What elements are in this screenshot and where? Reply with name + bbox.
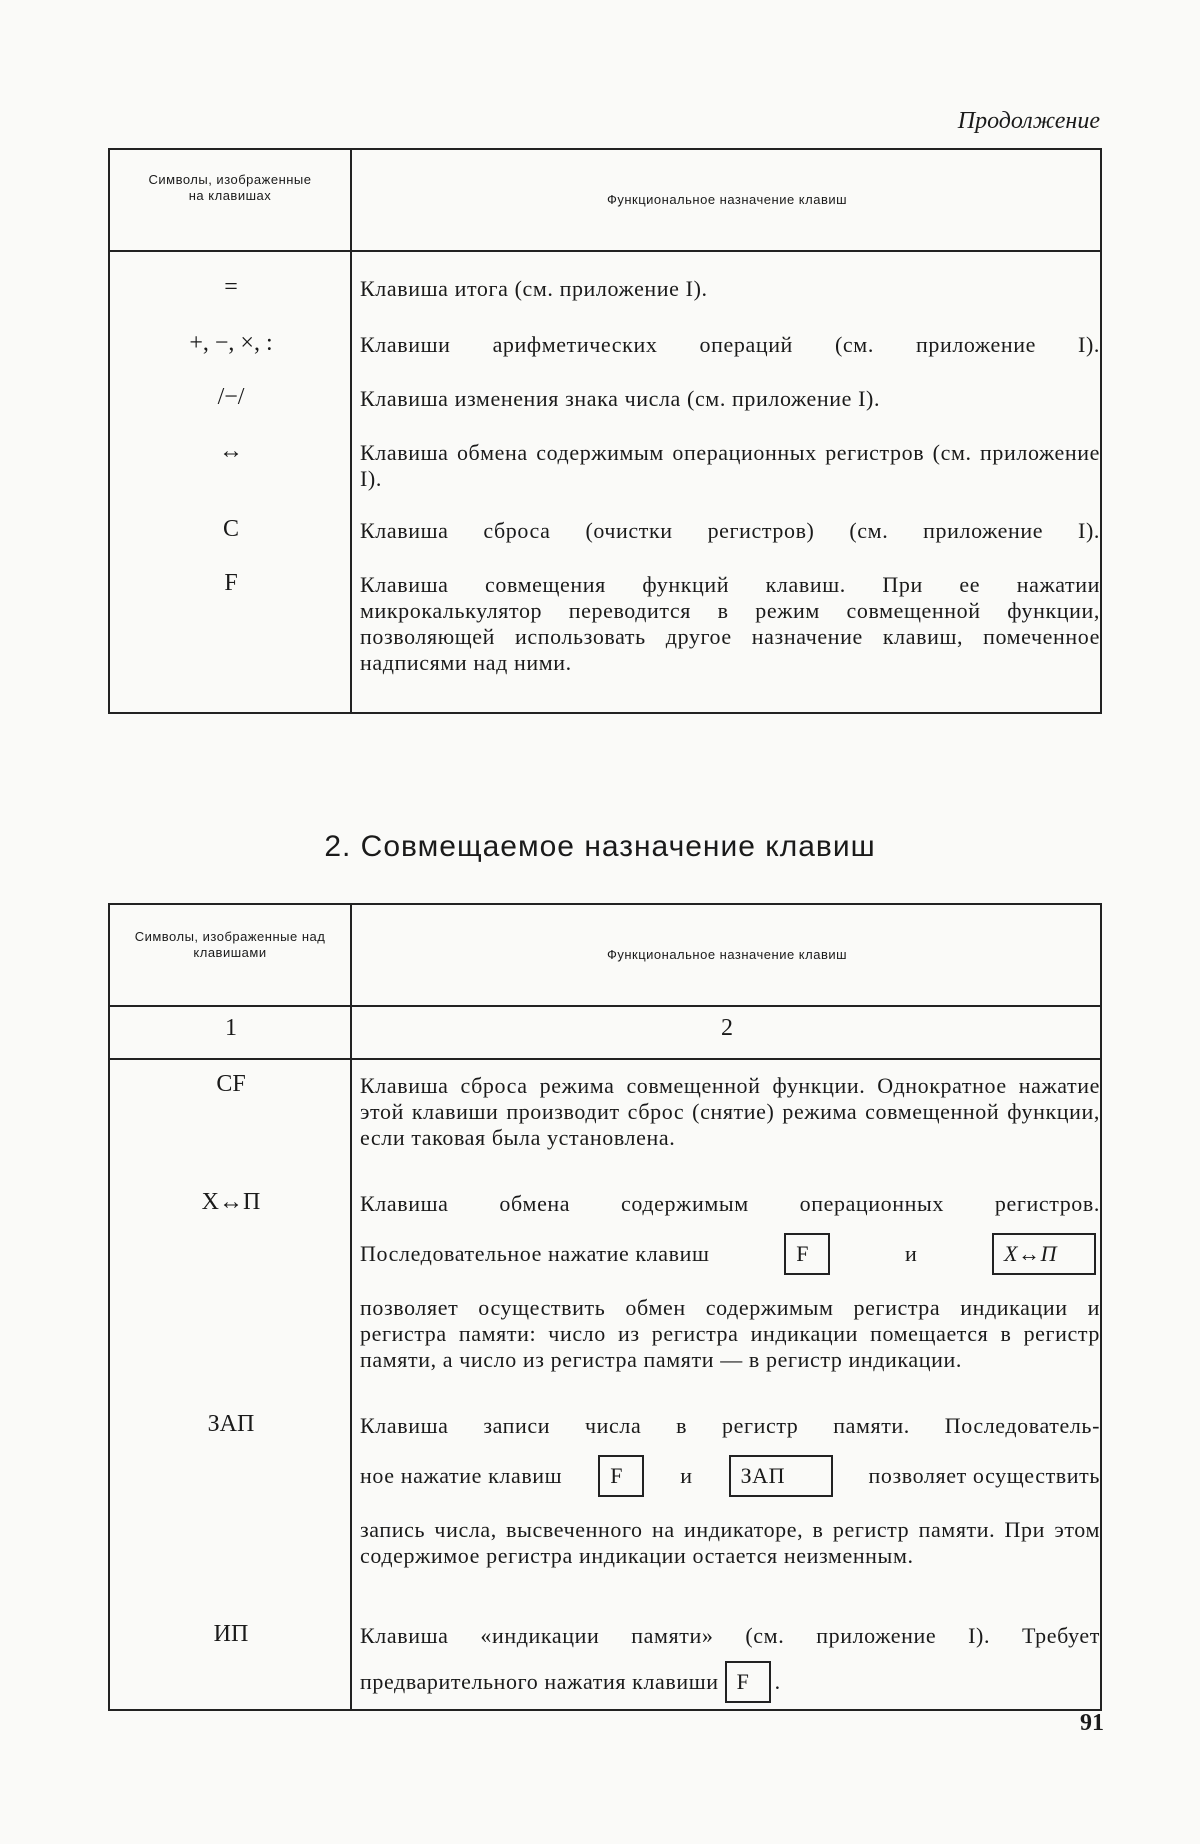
header-function: Функциональное назначение клавиш — [606, 192, 848, 207]
desc-sign: Клавиша изменения знака числа (см. приложение I). — [360, 386, 881, 411]
table-key-functions — [108, 148, 1102, 714]
symbol-ip: ИП — [213, 1621, 249, 1647]
sequence-prefix: ное нажатие клавиш — [360, 1463, 563, 1488]
sequence-conj: и — [680, 1463, 693, 1488]
table-combined-functions — [108, 903, 1102, 1711]
key-f-icon: F — [598, 1455, 644, 1497]
desc-cf: Клавиша сброса режима совмещенной функции. Однократное нажатие этой клавиши производит сброс (снятие) режима совмещенной функции, если таковая была установлена. — [360, 1073, 1100, 1150]
desc-zap-line1: Клавиша записи числа в регистр памяти. Последователь- — [360, 1413, 1100, 1438]
desc-x-swap-p-line1: Клавиша обмена содержимым операционных регистров. — [360, 1191, 1100, 1216]
sequence-suffix: . — [774, 1669, 781, 1694]
desc-swap: Клавиша обмена содержимым операционных регистров (см. приложение I). — [360, 440, 1100, 491]
symbol-equals: = — [224, 274, 238, 300]
symbol-clear: C — [222, 516, 239, 542]
key-x-swap-p-icon: X↔П — [992, 1233, 1096, 1275]
sequence-prefix: Последовательное нажатие клавиш — [360, 1241, 710, 1266]
symbol-cf: CF — [216, 1071, 246, 1097]
key-f-icon: F — [725, 1661, 771, 1703]
symbol-arith: +, −, ×, : — [189, 330, 273, 356]
sequence-suffix: позволяет осуществить — [868, 1463, 1100, 1488]
desc-x-swap-p-sequence — [360, 1233, 1100, 1275]
sequence-conj: и — [904, 1241, 918, 1266]
sequence-prefix: предварительного нажатия клавиши — [360, 1669, 719, 1694]
desc-arith: Клавиши арифметических операций (см. приложение I). — [360, 332, 1100, 357]
symbol-zap: ЗАП — [207, 1411, 255, 1437]
symbol-f: F — [224, 570, 238, 596]
symbol-x-swap-p: X↔П — [201, 1189, 261, 1215]
desc-equals: Клавиша итога (см. приложение I). — [360, 276, 708, 301]
symbol-sign: /−/ — [217, 384, 245, 410]
desc-f: Клавиша совмещения функций клавиш. При ее нажатии микрокалькулятор переводится в режим совмещенной функции, позволяющей использовать другое назначение клавиш, помеченное надписями над ними. — [360, 572, 1100, 675]
desc-ip-line1: Клавиша «индикации памяти» (см. приложение I). Требует — [360, 1623, 1100, 1648]
continued-label: Продолжение — [957, 108, 1100, 134]
symbol-swap: ↔ — [219, 438, 243, 464]
key-f-icon: F — [784, 1233, 830, 1275]
desc-ip-sequence — [360, 1661, 1100, 1703]
page-number: 91 — [1080, 1710, 1104, 1736]
key-zap-icon: ЗАП — [729, 1455, 833, 1497]
desc-x-swap-p-rest: позволяет осуществить обмен содержимым регистра индикации и регистра памяти: число из регистра индикации помещается в регистр памяти, а число из регистра памяти — в регистр индикации. — [360, 1295, 1100, 1372]
desc-zap-sequence — [360, 1455, 1100, 1497]
header-symbols: Символы, изображенные над клавишами — [134, 929, 326, 960]
column-number-2: 2 — [721, 1015, 733, 1041]
section-title: 2. Совмещаемое назначение клавиш — [324, 830, 876, 863]
header-function: Функциональное назначение клавиш — [606, 947, 848, 962]
header-symbols: Символы, изображенные на клавишах — [148, 172, 312, 203]
column-number-1: 1 — [225, 1015, 237, 1041]
desc-clear: Клавиша сброса (очистки регистров) (см. приложение I). — [360, 518, 1100, 543]
desc-zap-rest: запись числа, высвеченного на индикаторе, в регистр памяти. При этом содержимое регистра индикации остается неизменным. — [360, 1517, 1100, 1568]
